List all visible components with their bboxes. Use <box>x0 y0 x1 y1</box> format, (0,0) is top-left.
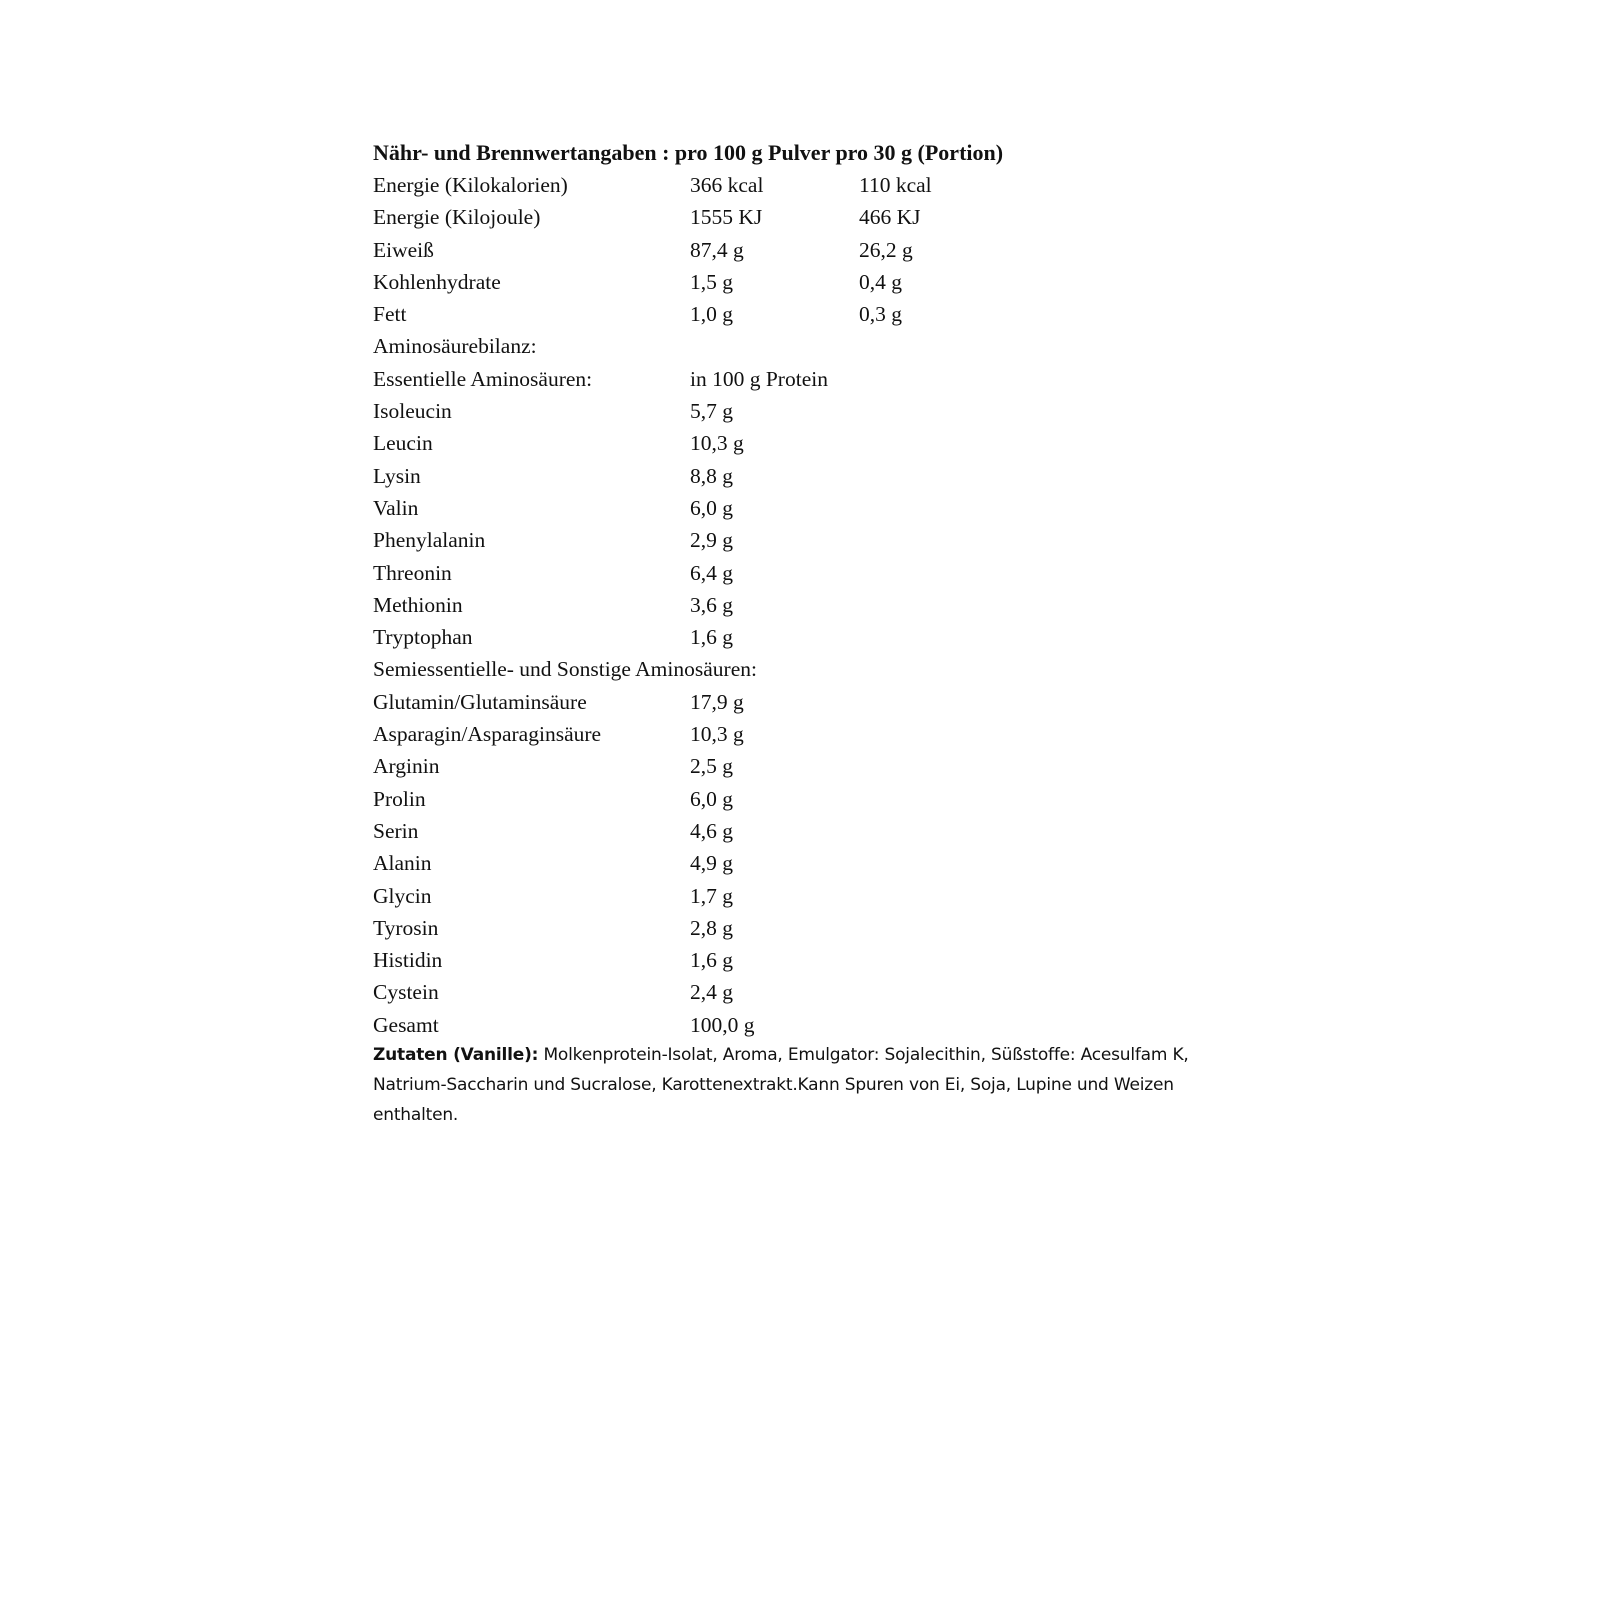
amino-value: 1,6 g <box>690 948 733 973</box>
value-per-30g: 0,4 g <box>859 269 902 294</box>
nutrition-row <box>373 266 1273 298</box>
amino-value: 3,6 g <box>690 592 733 617</box>
amino-value: 2,5 g <box>690 754 733 779</box>
amino-label: Methionin <box>373 592 463 617</box>
amino-label: Serin <box>373 818 419 843</box>
value-per-30g: 26,2 g <box>859 237 913 262</box>
amino-label: Valin <box>373 495 419 520</box>
amino-row <box>373 589 1273 621</box>
amino-label: Cystein <box>373 980 439 1005</box>
value-per-30g: 110 kcal <box>859 173 932 197</box>
amino-row <box>373 492 1273 524</box>
amino-row <box>373 944 1273 976</box>
amino-value: 6,0 g <box>690 786 733 811</box>
amino-label: Tyrosin <box>373 915 439 940</box>
amino-row <box>373 750 1273 782</box>
amino-value: 5,7 g <box>690 399 733 424</box>
nutrition-row <box>373 201 1273 233</box>
amino-value: 10,3 g <box>690 431 744 456</box>
amino-value: 6,0 g <box>690 495 733 520</box>
value-per-100g: 1,0 g <box>690 302 733 327</box>
nutrient-label: Kohlenhydrate <box>373 269 501 294</box>
amino-row <box>373 815 1273 847</box>
amino-balance-title-row <box>373 330 1273 362</box>
total-value: 100,0 g <box>690 1012 755 1037</box>
nutrition-row <box>373 234 1273 266</box>
amino-row <box>373 912 1273 944</box>
amino-row <box>373 783 1273 815</box>
amino-row <box>373 847 1273 879</box>
amino-value: 2,4 g <box>690 980 733 1005</box>
amino-row <box>373 524 1273 556</box>
amino-value: 1,6 g <box>690 625 733 650</box>
amino-label: Tryptophan <box>373 625 473 650</box>
nutrient-label: Eiweiß <box>373 237 434 262</box>
amino-balance-title: Aminosäurebilanz: <box>373 334 537 359</box>
amino-label: Glycin <box>373 883 432 908</box>
ingredients-text: Molkenprotein-Isolat, Aroma, Emulgator: Sojalecithin, Süßstoffe: Acesulfam K, Natrium-Saccharin und Sucralose, Karottenextrakt.Kann Spuren von Ei, Soja, Lupine und Weizen enthalten. <box>373 1045 1189 1126</box>
semi-title: Semiessentielle- und Sonstige Aminosäuren: <box>373 657 757 682</box>
amino-row <box>373 427 1273 459</box>
amino-value: 2,8 g <box>690 915 733 940</box>
amino-label: Prolin <box>373 786 426 811</box>
amino-row <box>373 395 1273 427</box>
amino-row <box>373 686 1273 718</box>
semi-title-row <box>373 653 1273 685</box>
amino-value: 4,9 g <box>690 851 733 876</box>
amino-value: 1,7 g <box>690 883 733 908</box>
value-per-100g: 87,4 g <box>690 237 744 262</box>
amino-value: 4,6 g <box>690 818 733 843</box>
value-per-100g: 1555 KJ <box>690 205 763 230</box>
amino-row <box>373 460 1273 492</box>
amino-label: Arginin <box>373 754 440 779</box>
amino-value: 17,9 g <box>690 689 744 714</box>
essential-title-row <box>373 363 1273 395</box>
amino-row <box>373 880 1273 912</box>
value-per-100g: 366 kcal <box>690 173 764 197</box>
amino-label: Lysin <box>373 463 421 488</box>
amino-label: Alanin <box>373 851 432 876</box>
amino-label: Asparagin/Asparaginsäure <box>373 722 602 747</box>
nutrient-label: Energie (Kilojoule) <box>373 205 541 230</box>
ingredients-paragraph <box>373 1040 1213 1130</box>
amino-label: Threonin <box>373 560 452 585</box>
total-label: Gesamt <box>373 1012 439 1037</box>
amino-value: 8,8 g <box>690 463 733 488</box>
nutrition-row <box>373 298 1273 330</box>
nutrition-document <box>373 137 1273 1130</box>
nutrition-row <box>373 169 1273 201</box>
essential-title: Essentielle Aminosäuren: <box>373 366 593 391</box>
value-per-30g: 466 KJ <box>859 205 921 230</box>
value-per-100g: 1,5 g <box>690 269 733 294</box>
amino-label: Glutamin/Glutaminsäure <box>373 689 587 714</box>
essential-unit: in 100 g Protein <box>690 366 828 391</box>
amino-value: 10,3 g <box>690 722 744 747</box>
amino-value: 2,9 g <box>690 528 733 553</box>
amino-row <box>373 621 1273 653</box>
nutrient-label: Energie (Kilokalorien) <box>373 173 568 197</box>
amino-label: Isoleucin <box>373 399 452 424</box>
amino-label: Phenylalanin <box>373 528 486 553</box>
amino-row <box>373 976 1273 1008</box>
amino-value: 6,4 g <box>690 560 733 585</box>
total-row <box>373 1009 1273 1041</box>
amino-label: Histidin <box>373 948 443 973</box>
value-per-30g: 0,3 g <box>859 302 902 327</box>
amino-row <box>373 718 1273 750</box>
amino-label: Leucin <box>373 431 433 456</box>
nutrient-label: Fett <box>373 302 407 327</box>
ingredients-label: Zutaten (Vanille): <box>373 1045 539 1066</box>
amino-row <box>373 557 1273 589</box>
nutrition-header: Nähr- und Brennwertangaben : pro 100 g Pulver pro 30 g (Portion) <box>373 140 1004 165</box>
